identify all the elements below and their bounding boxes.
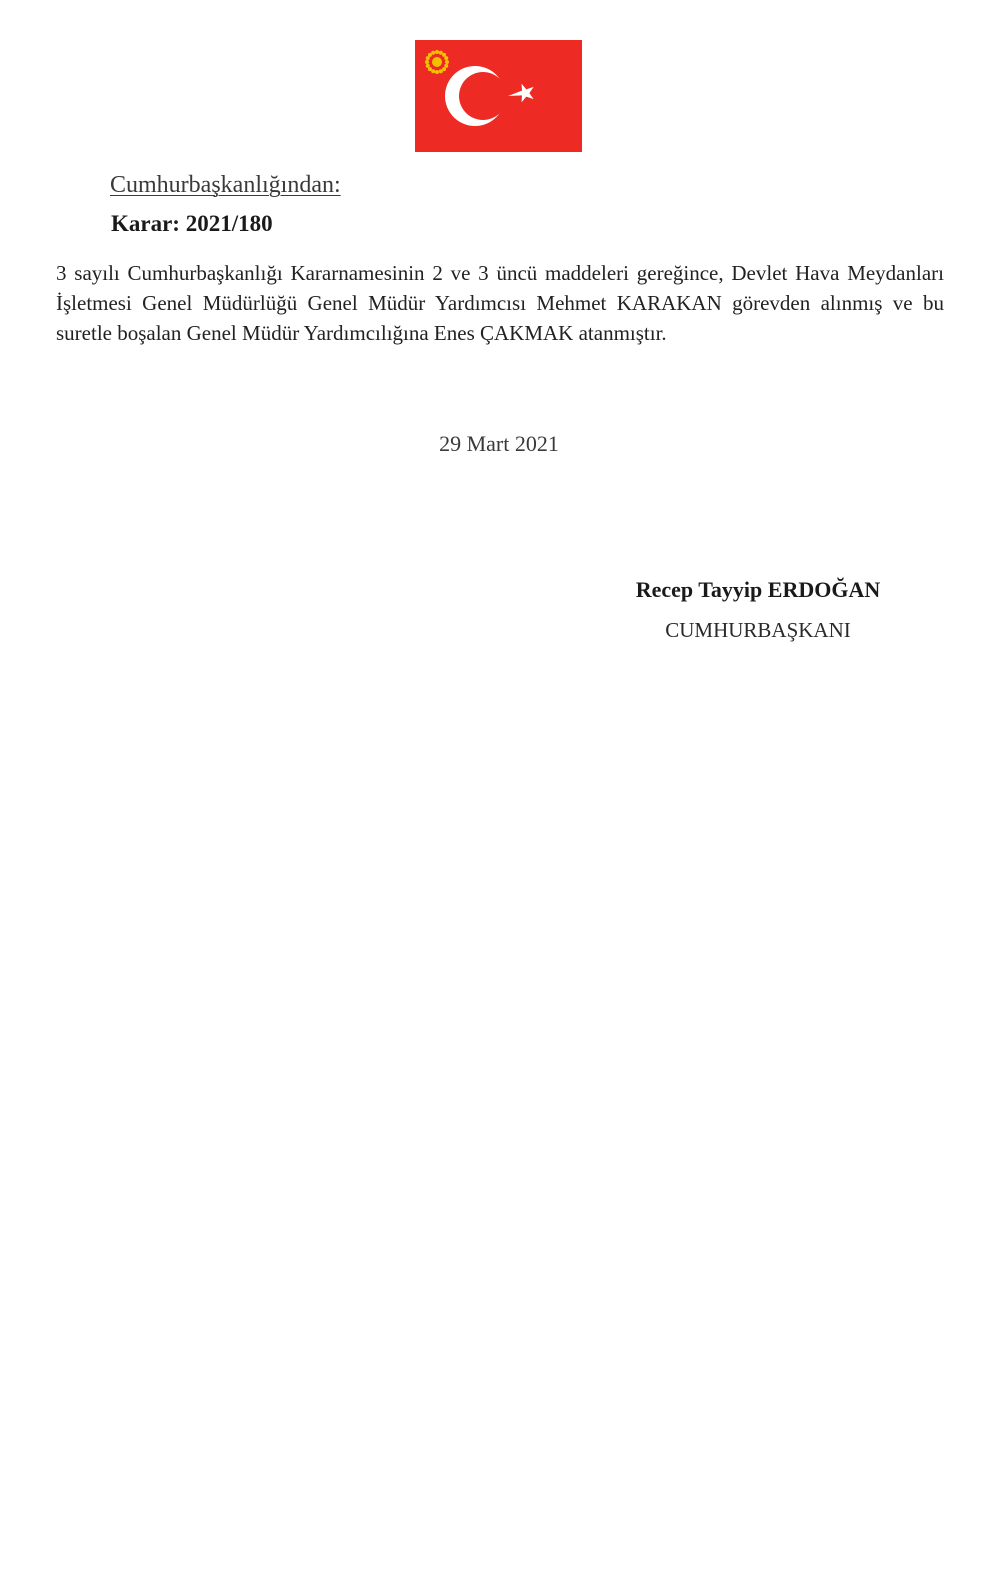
turkish-flag-icon — [415, 40, 582, 152]
decision-number: Karar: 2021/180 — [111, 211, 273, 236]
institution-heading: Cumhurbaşkanlığından: — [110, 172, 341, 198]
signatory-name: Recep Tayyip ERDOĞAN — [635, 577, 881, 602]
signature-block — [620, 577, 896, 643]
sun-ray-star — [444, 56, 448, 60]
sun-ray-star — [439, 69, 443, 73]
sun-ray-star — [445, 60, 449, 64]
presidential-sun-emblem — [425, 50, 449, 74]
sun-ray-star — [435, 50, 439, 54]
signatory-title: CUMHURBAŞKANI — [665, 618, 851, 642]
sun-ray-star — [426, 64, 430, 68]
decision-date: 29 Mart 2021 — [439, 431, 559, 456]
sun-ray-star — [425, 60, 429, 64]
sun-ray-star — [435, 70, 439, 74]
sun-ray-star — [431, 51, 435, 55]
decision-body-paragraph: 3 sayılı Cumhurbaşkanlığı Kararnamesinin 2 ve 3 üncü maddeleri gereğince, Devlet Hava Meydanları İşletmesi Genel Müdürlüğü Genel Müdür Yardımcısı Mehmet KARAKAN görevden alınmış ve bu suretle boşalan Genel Müdür Yardımcılığına Enes ÇAKMAK atanmıştır. — [56, 261, 944, 345]
